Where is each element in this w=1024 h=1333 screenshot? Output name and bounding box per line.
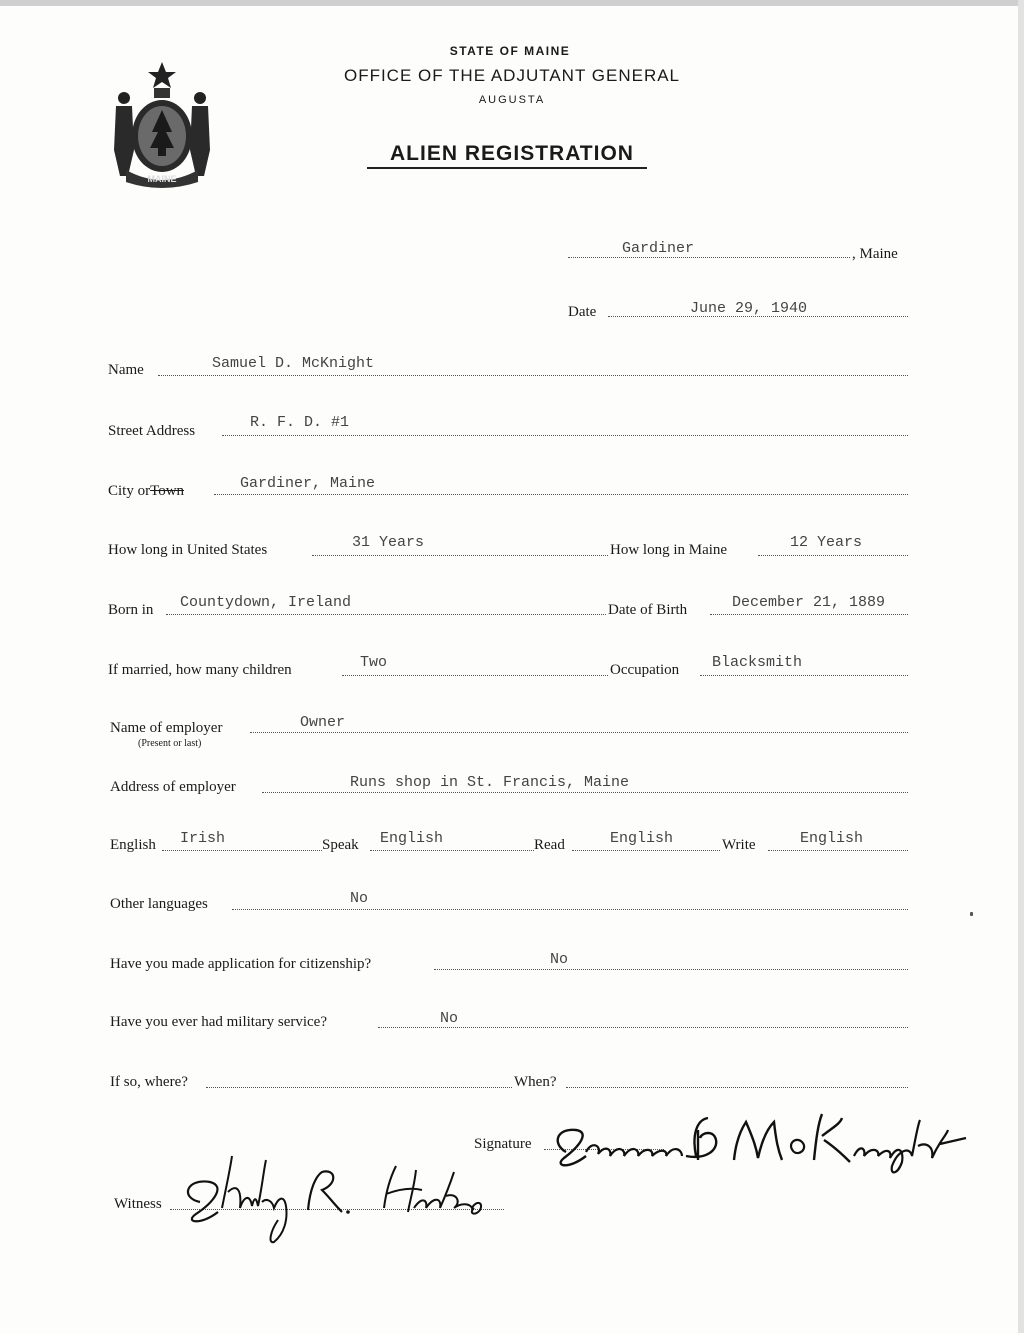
signature-handwriting xyxy=(546,1100,1006,1180)
header-office: OFFICE OF THE ADJUTANT GENERAL xyxy=(343,66,681,85)
dob-label: Date of Birth xyxy=(608,602,688,618)
employer-line xyxy=(250,732,908,733)
street-value[interactable]: R. F. D. #1 xyxy=(250,414,350,431)
occupation-value[interactable]: Blacksmith xyxy=(712,654,803,671)
english-label: English xyxy=(110,837,156,853)
read-value[interactable]: English xyxy=(610,830,674,847)
citizenship-value[interactable]: No xyxy=(550,951,569,968)
when-label: When? xyxy=(514,1074,557,1090)
english-value[interactable]: Irish xyxy=(180,830,226,847)
how-long-us-value[interactable]: 31 Years xyxy=(352,534,425,551)
witness-label: Witness xyxy=(114,1196,162,1212)
date-label: Date xyxy=(568,304,597,320)
occupation-line xyxy=(700,675,908,676)
write-value[interactable]: English xyxy=(800,830,864,847)
scan-border-right xyxy=(1018,0,1024,1333)
city-label xyxy=(108,483,184,500)
other-languages-label: Other languages xyxy=(110,896,208,912)
employer-address-value[interactable]: Runs shop in St. Francis, Maine xyxy=(350,774,630,791)
where-line xyxy=(206,1087,512,1088)
children-label: If married, how many children xyxy=(108,662,292,678)
employer-label: Name of employer xyxy=(110,720,223,736)
scan-speck xyxy=(970,912,973,916)
children-line xyxy=(342,675,608,676)
city-value[interactable]: Gardiner, Maine xyxy=(240,475,376,492)
speak-label: Speak xyxy=(322,837,359,853)
witness-handwriting xyxy=(170,1148,510,1248)
signature-label: Signature xyxy=(474,1136,532,1152)
when-line xyxy=(566,1087,908,1088)
seal-banner-text: MAINE xyxy=(147,174,177,184)
citizenship-line xyxy=(434,969,908,970)
city-line xyxy=(214,494,908,495)
military-value[interactable]: No xyxy=(440,1010,459,1027)
street-line xyxy=(222,435,908,436)
occupation-label: Occupation xyxy=(610,662,680,678)
born-in-line xyxy=(166,614,606,615)
write-line xyxy=(768,850,908,851)
title-underline xyxy=(367,167,647,169)
how-long-maine-label: How long in Maine xyxy=(610,542,728,558)
name-line xyxy=(158,375,908,376)
speak-line xyxy=(370,850,534,851)
how-long-us-line xyxy=(312,555,608,556)
employer-value[interactable]: Owner xyxy=(300,714,346,731)
read-label: Read xyxy=(534,837,565,853)
header-state: STATE OF MAINE xyxy=(449,44,571,58)
employer-address-line xyxy=(262,792,908,793)
how-long-maine-line xyxy=(758,555,908,556)
military-line xyxy=(378,1027,908,1028)
if-so-where-label: If so, where? xyxy=(110,1074,188,1090)
english-line xyxy=(162,850,322,851)
speak-value[interactable]: English xyxy=(380,830,444,847)
read-line xyxy=(572,850,720,851)
other-languages-value[interactable]: No xyxy=(350,890,369,907)
form-title: ALIEN REGISTRATION xyxy=(390,142,634,165)
employer-address-label: Address of employer xyxy=(110,779,236,795)
town-struck-label: Town xyxy=(150,483,185,499)
born-in-label: Born in xyxy=(108,602,154,618)
date-value[interactable]: June 29, 1940 xyxy=(690,300,808,317)
children-value[interactable]: Two xyxy=(360,654,388,671)
city-or-label: City or xyxy=(108,483,151,499)
street-label: Street Address xyxy=(108,423,196,439)
dob-value[interactable]: December 21, 1889 xyxy=(732,594,886,611)
born-in-value[interactable]: Countydown, Ireland xyxy=(180,594,352,611)
town-value[interactable]: Gardiner xyxy=(622,240,695,257)
dob-line xyxy=(710,614,908,615)
write-label: Write xyxy=(722,837,756,853)
name-label: Name xyxy=(108,362,144,378)
how-long-us-label: How long in United States xyxy=(108,542,268,558)
employer-note-label: (Present or last) xyxy=(138,738,202,749)
how-long-maine-value[interactable]: 12 Years xyxy=(790,534,863,551)
town-line xyxy=(568,257,850,258)
military-label: Have you ever had military service? xyxy=(110,1014,327,1030)
other-languages-line xyxy=(232,909,908,910)
header-city: AUGUSTA xyxy=(478,94,546,106)
citizenship-label: Have you made application for citizenship? xyxy=(110,956,372,972)
name-value[interactable]: Samuel D. McKnight xyxy=(212,355,375,372)
maine-suffix-label: , Maine xyxy=(852,246,898,262)
scan-border-top xyxy=(0,0,1024,6)
